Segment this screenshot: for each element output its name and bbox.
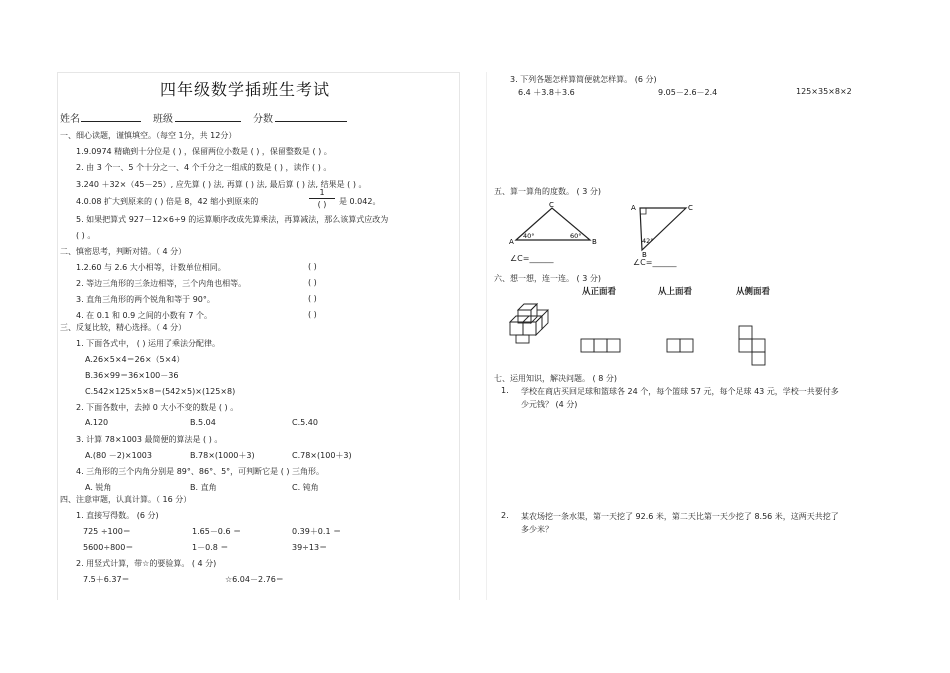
s3-q1-option-c: C.542×125×5×8＝(542×5)×(125×8) [85, 387, 236, 396]
s3-q2-option-b: B.5.04 [190, 418, 216, 427]
s3-q1-option-b: B.36×99＝36×100－36 [85, 371, 179, 380]
page-frame-right [459, 72, 460, 600]
section1-heading: 一、细心读题，谨慎填空。（每空 1分，共 12分） [60, 131, 237, 140]
view-figure-two-squares [666, 338, 696, 354]
s2-item: 1.2.60 与 2.6 大小相等，计数单位相同。 [76, 263, 226, 272]
problem1-text: 学校在商店买回足球和篮球各 24 个，每个篮球 57 元，每个足球 43 元，学校一共要付多 [521, 387, 839, 396]
s1-q5: 5. 如果把算式 927－12×6÷9 的运算顺序改成先算乘法，再算减法，那么该算式应改为 [76, 215, 389, 224]
triangle-diagram-2 [628, 200, 698, 258]
vertex-label: B [642, 251, 647, 258]
s3-q2: 2. 下面各数中，去掉 0 大小不变的数是 ( ) 。 [76, 403, 239, 412]
s1-q4-fraction [307, 188, 337, 211]
problem1-number: 1. [501, 386, 509, 395]
score-label: 分数 [253, 114, 273, 125]
s2-item: 3. 直角三角形的两个锐角和等于 90°。 [76, 295, 215, 304]
s2-item: 4. 在 0.1 和 0.9 之间的小数有 7 个。 [76, 311, 212, 320]
s3-q4-option-c: C. 钝角 [292, 483, 319, 492]
s4-calc: 1－0.8 ＝ [192, 543, 229, 552]
triangle2-answer: ∠C=______ [633, 258, 677, 267]
s1-q5-answer: ( ) 。 [76, 231, 96, 240]
r-expr: 125×35×8×2 [796, 87, 852, 96]
view-figure-three-squares [580, 338, 624, 354]
s1-q2: 2. 由 3 个一、5 个十分之一、4 个千分之一组成的数是 ( ) ，读作 ( ) 。 [76, 163, 332, 172]
class-field[interactable] [175, 121, 241, 122]
class-label: 班级 [153, 114, 173, 125]
problem2-text: 某农场挖一条水渠，第一天挖了 92.6 米，第二天比第一天少挖了 8.56 米，这两天共挖了 [521, 512, 839, 521]
s3-q1: 1. 下面各式中， ( ) 运用了乘法分配律。 [76, 339, 221, 348]
vertex-label: B [592, 238, 597, 246]
s4-q1: 1. 直接写得数。 (6 分) [76, 511, 159, 520]
angle-label: 40° [523, 232, 535, 240]
section2-heading: 二、慎密思考，判断对错。（ 4 分） [60, 247, 187, 256]
r-q3-heading: 3. 下列各题怎样算简便就怎样算。 (6 分) [510, 75, 657, 84]
fraction-denominator: ( ) [317, 200, 327, 209]
s1-q4-end: 是 0.042。 [339, 197, 381, 206]
view-label-side: 从侧面看 [736, 287, 771, 297]
page-frame-right-col [486, 72, 487, 600]
r-expr: 9.05－2.6－2.4 [658, 88, 718, 97]
fraction-numerator: 1 [319, 188, 325, 197]
section7-heading: 七、运用知识，解决问题。 ( 8 分) [494, 374, 617, 383]
s3-q2-option-c: C.5.40 [292, 418, 318, 427]
section6-heading: 六、想一想，连一连。 ( 3 分) [494, 274, 601, 283]
s2-item: 2. 等边三角形的三条边相等，三个内角也相等。 [76, 279, 247, 288]
s2-paren[interactable]: ( ) [308, 278, 317, 287]
s3-q4-option-a: A. 锐角 [85, 483, 112, 492]
vertex-label: C [549, 201, 554, 209]
s3-q3-option-b: B.78×(1000＋3) [190, 451, 255, 460]
s1-q3: 3.240 ＋32×（45－25）, 应先算 ( ) 法, 再算 ( ) 法, 最后算 ( ) 法, 结果是 ( ) 。 [76, 180, 367, 189]
s3-q4-option-b: B. 直角 [190, 483, 217, 492]
score-field[interactable] [275, 121, 347, 122]
vertex-label: A [509, 238, 514, 246]
s1-q1: 1.9.0974 精确到十分位是 ( ) ，保留两位小数是 ( ) ，保留整数是 ( ) 。 [76, 147, 332, 156]
problem2-text-cont: 多少米？ [521, 525, 553, 534]
page-frame-top [57, 72, 459, 73]
s3-q3: 3. 计算 78×1003 最简便的算法是 ( ) 。 [76, 435, 223, 444]
triangle1-answer: ∠C=______ [510, 254, 554, 263]
r-expr: 6.4 ＋3.8＋3.6 [518, 88, 575, 97]
vertex-label: C [688, 204, 693, 212]
vertex-label: A [631, 204, 636, 212]
s3-q3-option-c: C.78×(100＋3) [292, 451, 352, 460]
right-angle-mark [640, 208, 646, 214]
s4-calc: 7.5＋6.37＝ [83, 575, 130, 584]
cube-solid-figure [508, 302, 554, 346]
section3-heading: 三、反复比较，精心选择。（ 4 分） [60, 323, 187, 332]
angle-label: 42° [642, 237, 654, 245]
page-frame-left [57, 72, 58, 600]
s3-q2-option-a: A.120 [85, 418, 109, 427]
s4-calc: 5600÷800＝ [83, 543, 134, 552]
s2-paren[interactable]: ( ) [308, 262, 317, 271]
s3-q3-option-a: A.(80 －2)×1003 [85, 451, 152, 460]
s3-q4: 4. 三角形的三个内角分别是 89°、86°、5°，可判断它是 ( ) 三角形。 [76, 467, 325, 476]
s2-paren[interactable]: ( ) [308, 294, 317, 303]
page-title: 四年级数学插班生考试 [160, 80, 331, 99]
s4-q2: 2. 用竖式计算，带☆的要验算。 ( 4 分) [76, 559, 217, 568]
view-label-front: 从正面看 [582, 287, 617, 297]
problem1-text-cont: 少元钱？ (4 分) [521, 400, 578, 409]
s4-calc: 39÷13＝ [292, 543, 328, 552]
s4-calc: 0.39＋0.1 ＝ [292, 527, 342, 536]
view-figure-l-shape [738, 325, 768, 369]
problem2-number: 2. [501, 511, 509, 520]
angle-label: 60° [570, 232, 582, 240]
section4-heading: 四、注意审题，认真计算。（ 16 分） [60, 495, 192, 504]
section5-heading: 五、算一算角的度数。 ( 3 分) [494, 187, 601, 196]
s3-q1-option-a: A.26×5×4＝26×（5×4） [85, 355, 185, 364]
s2-paren[interactable]: ( ) [308, 310, 317, 319]
s4-calc: 1.65－0.6 ＝ [192, 527, 242, 536]
s4-calc: 725 ÷100＝ [83, 527, 131, 536]
triangle-diagram-1 [508, 200, 598, 250]
name-field[interactable] [81, 121, 141, 122]
s4-calc: ☆6.04－2.76＝ [225, 575, 284, 584]
name-label: 姓名 [60, 114, 80, 125]
s1-q4: 4.0.08 扩大到原来的 ( ) 倍是 8，42 缩小到原来的 [76, 197, 259, 206]
view-label-top: 从上面看 [658, 287, 693, 297]
